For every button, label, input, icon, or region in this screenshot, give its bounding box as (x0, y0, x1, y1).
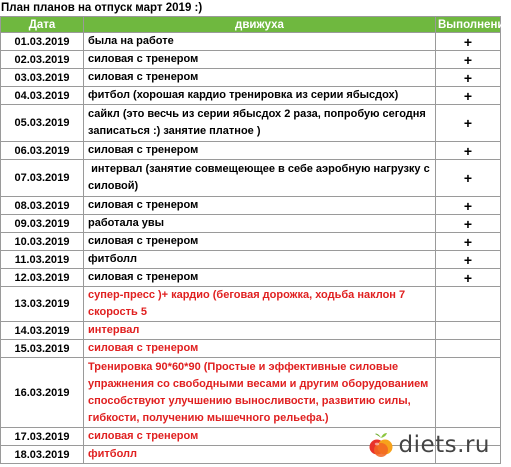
watermark-text: diets.ru (398, 432, 490, 458)
page-title: План планов на отпуск март 2019 :) (1, 2, 203, 14)
table-row (1, 215, 501, 233)
row-activity: силовая с тренером (84, 340, 436, 358)
row-activity: интервал (84, 322, 436, 340)
row-done: + (436, 269, 501, 287)
table-row (1, 269, 501, 287)
row-date: 06.03.2019 (1, 142, 84, 160)
table-row (1, 142, 501, 160)
row-done (436, 322, 501, 340)
row-date: 14.03.2019 (1, 322, 84, 340)
table-row (1, 69, 501, 87)
row-activity: интервал (занятие совмещеющее в себе аэробную нагрузку с силовой) (84, 160, 436, 197)
table-row (1, 197, 501, 215)
row-date: 09.03.2019 (1, 215, 84, 233)
row-activity: силовая с тренером (84, 233, 436, 251)
table-row (1, 87, 501, 105)
table-header-row (1, 17, 501, 33)
table-row (1, 322, 501, 340)
row-activity: силовая с тренером (84, 197, 436, 215)
header-activity: движуха (84, 17, 436, 33)
row-done: + (436, 215, 501, 233)
row-date: 16.03.2019 (1, 358, 84, 428)
row-done: + (436, 87, 501, 105)
row-activity: силовая с тренером (84, 269, 436, 287)
row-activity: сайкл (это весчь из серии ябысдох 2 раза, попробую сегодня записаться :) занятие платное ) (84, 105, 436, 142)
table-row (1, 51, 501, 69)
table-body (1, 33, 501, 464)
row-done: + (436, 51, 501, 69)
row-date: 03.03.2019 (1, 69, 84, 87)
row-activity: Тренировка 90*60*90 (Простые и эффективные силовые упражнения со свободными весами и другим оборудованием способствуют улучшению выносливости, развитию силы, гибкости, получению мышечного рельефа.) (84, 358, 436, 428)
row-date: 17.03.2019 (1, 428, 84, 446)
row-date: 04.03.2019 (1, 87, 84, 105)
header-date: Дата (1, 17, 84, 33)
row-done: + (436, 160, 501, 197)
row-date: 08.03.2019 (1, 197, 84, 215)
row-done: + (436, 69, 501, 87)
row-date: 02.03.2019 (1, 51, 84, 69)
row-date: 05.03.2019 (1, 105, 84, 142)
row-activity: силовая с тренером (84, 428, 436, 446)
row-date: 12.03.2019 (1, 269, 84, 287)
row-done (436, 358, 501, 428)
apple-icon (367, 431, 395, 459)
watermark (367, 431, 491, 459)
row-activity: супер-пресс )+ кардио (беговая дорожка, ходьба наклон 7 скорость 5 (84, 287, 436, 322)
table-row (1, 251, 501, 269)
plan-table (0, 16, 511, 464)
row-activity: силовая с тренером (84, 142, 436, 160)
row-date: 10.03.2019 (1, 233, 84, 251)
row-activity: силовая с тренером (84, 51, 436, 69)
row-done: + (436, 197, 501, 215)
row-activity: была на работе (84, 33, 436, 51)
row-activity: работала увы (84, 215, 436, 233)
row-date: 07.03.2019 (1, 160, 84, 197)
row-done: + (436, 233, 501, 251)
row-activity: силовая с тренером (84, 69, 436, 87)
table-row (1, 33, 501, 51)
table-row (1, 287, 501, 322)
row-activity: фитбол (хорошая кардио тренировка из серии ябысдох) (84, 87, 436, 105)
row-done (436, 340, 501, 358)
row-done: + (436, 105, 501, 142)
row-date: 11.03.2019 (1, 251, 84, 269)
table-row (1, 340, 501, 358)
table-row (1, 105, 501, 142)
row-date: 13.03.2019 (1, 287, 84, 322)
table-row (1, 160, 501, 197)
header-done: Выполнение (436, 17, 501, 33)
row-date: 01.03.2019 (1, 33, 84, 51)
row-done: + (436, 251, 501, 269)
row-date: 18.03.2019 (1, 446, 84, 464)
row-activity: фитболл (84, 251, 436, 269)
table-row (1, 233, 501, 251)
row-date: 15.03.2019 (1, 340, 84, 358)
table-row (1, 358, 501, 428)
row-done (436, 287, 501, 322)
row-done: + (436, 142, 501, 160)
row-activity: фитболл (84, 446, 436, 464)
row-done: + (436, 33, 501, 51)
